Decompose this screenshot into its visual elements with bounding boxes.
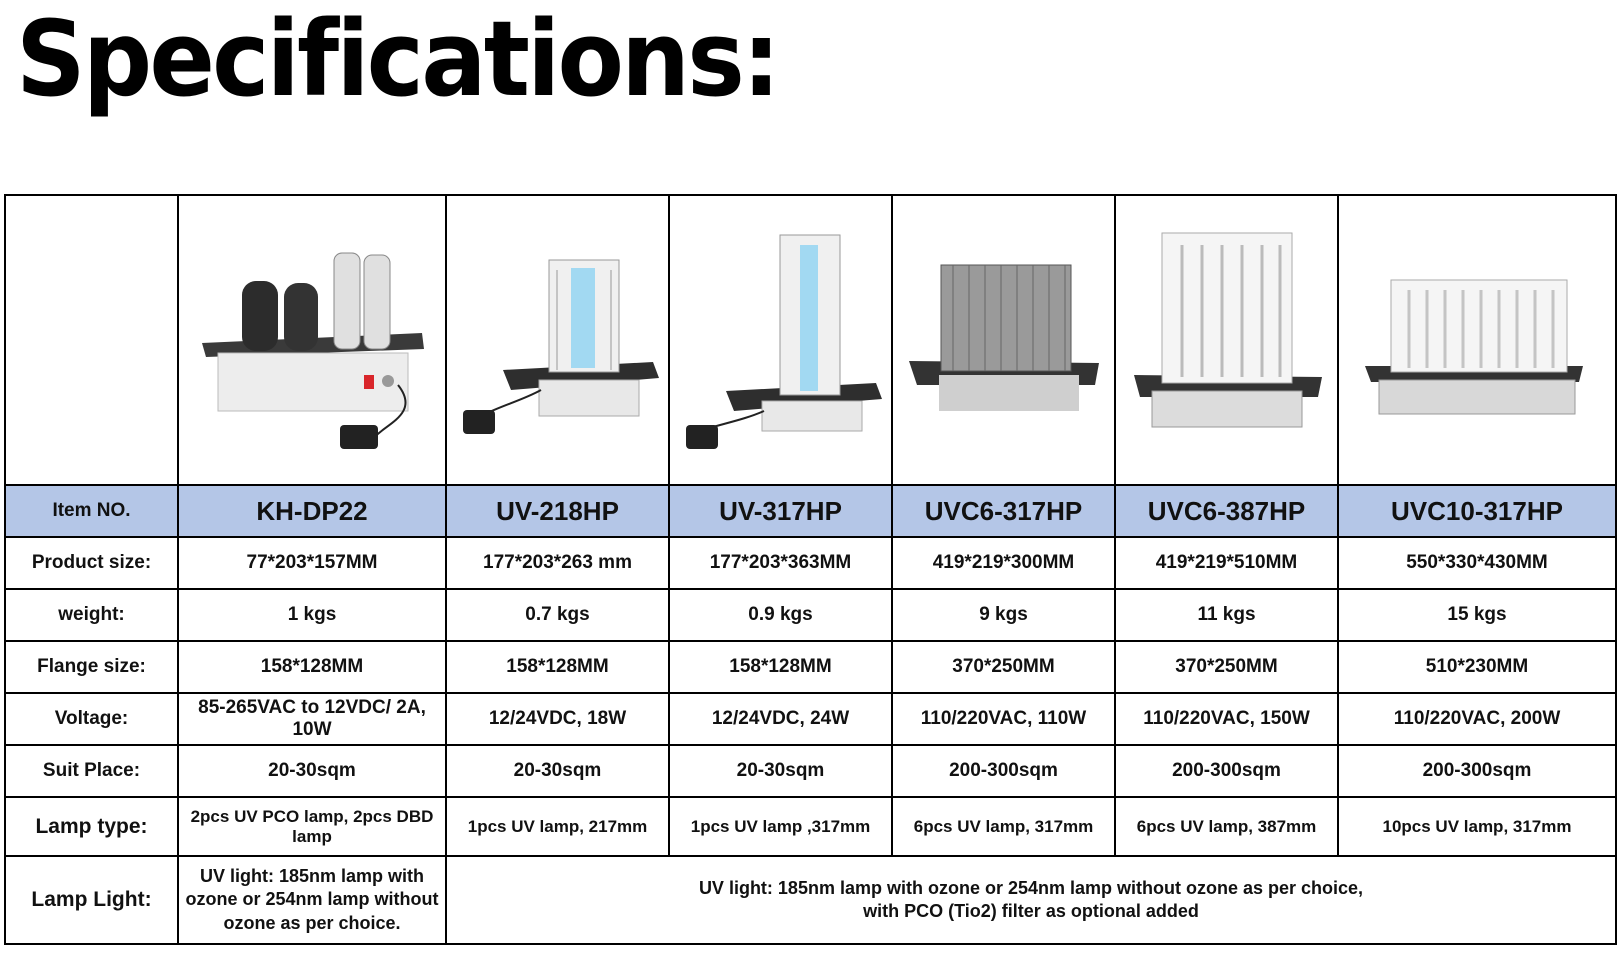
row-label-product-size: Product size: <box>5 537 178 589</box>
weight-cell: 15 kgs <box>1338 589 1616 641</box>
flange-size-cell: 158*128MM <box>178 641 446 693</box>
lamp-type-cell: 6pcs UV lamp, 317mm <box>892 797 1115 856</box>
page-title: Specifications: <box>16 0 778 120</box>
weight-cell: 9 kgs <box>892 589 1115 641</box>
voltage-cell: 12/24VDC, 18W <box>446 693 669 745</box>
suit-place-cell: 20-30sqm <box>446 745 669 797</box>
lamp-type-row <box>5 797 1616 856</box>
product-size-cell: 177*203*363MM <box>669 537 892 589</box>
empty-corner-cell <box>5 195 178 485</box>
product-image-uvc10-317hp <box>1338 195 1616 485</box>
weight-cell: 11 kgs <box>1115 589 1338 641</box>
row-label-item-no: Item NO. <box>5 485 178 537</box>
flange-size-cell: 370*250MM <box>892 641 1115 693</box>
voltage-cell: 85-265VAC to 12VDC/ 2A, 10W <box>178 693 446 745</box>
suit-place-cell: 200-300sqm <box>1115 745 1338 797</box>
lamp-light-shared-cell <box>446 856 1616 944</box>
weight-cell: 1 kgs <box>178 589 446 641</box>
flange-size-cell: 158*128MM <box>669 641 892 693</box>
flange-size-row <box>5 641 1616 693</box>
voltage-cell: 110/220VAC, 200W <box>1338 693 1616 745</box>
item-no-row <box>5 485 1616 537</box>
lamp-light-line-1: UV light: 185nm lamp with ozone or 254nm lamp without ozone as per choice, <box>698 877 1364 898</box>
lamp-light-line-2: with PCO (Tio2) filter as optional added <box>863 901 1199 921</box>
product-image-uv-218hp <box>446 195 669 485</box>
lamp-type-cell: 2pcs UV PCO lamp, 2pcs DBD lamp <box>178 797 446 856</box>
product-image-row <box>5 195 1616 485</box>
flange-size-cell: 370*250MM <box>1115 641 1338 693</box>
voltage-cell: 12/24VDC, 24W <box>669 693 892 745</box>
voltage-cell: 110/220VAC, 110W <box>892 693 1115 745</box>
model-uvc6-317hp: UVC6-317HP <box>892 485 1115 537</box>
lamp-type-cell: 1pcs UV lamp, 217mm <box>446 797 669 856</box>
product-size-cell: 419*219*510MM <box>1115 537 1338 589</box>
suit-place-row <box>5 745 1616 797</box>
product-size-cell: 419*219*300MM <box>892 537 1115 589</box>
product-size-row <box>5 537 1616 589</box>
row-label-voltage: Voltage: <box>5 693 178 745</box>
suit-place-cell: 20-30sqm <box>178 745 446 797</box>
suit-place-cell: 200-300sqm <box>892 745 1115 797</box>
weight-cell: 0.9 kgs <box>669 589 892 641</box>
product-size-cell: 77*203*157MM <box>178 537 446 589</box>
lamp-light-row <box>5 856 1616 944</box>
lamp-light-first-cell: UV light: 185nm lamp with ozone or 254nm lamp without ozone as per choice. <box>178 856 446 944</box>
weight-cell: 0.7 kgs <box>446 589 669 641</box>
lamp-type-cell: 10pcs UV lamp, 317mm <box>1338 797 1616 856</box>
row-label-suit-place: Suit Place: <box>5 745 178 797</box>
voltage-row <box>5 693 1616 745</box>
flange-size-cell: 510*230MM <box>1338 641 1616 693</box>
model-uv-218hp: UV-218HP <box>446 485 669 537</box>
row-label-weight: weight: <box>5 589 178 641</box>
specifications-table <box>4 194 1617 945</box>
row-label-lamp-type: Lamp type: <box>5 797 178 856</box>
model-uvc10-317hp: UVC10-317HP <box>1338 485 1616 537</box>
product-image-uvc6-387hp <box>1115 195 1338 485</box>
lamp-type-cell: 1pcs UV lamp ,317mm <box>669 797 892 856</box>
lamp-type-cell: 6pcs UV lamp, 387mm <box>1115 797 1338 856</box>
row-label-flange-size: Flange size: <box>5 641 178 693</box>
product-image-uv-317hp <box>669 195 892 485</box>
product-size-cell: 177*203*263 mm <box>446 537 669 589</box>
model-uv-317hp: UV-317HP <box>669 485 892 537</box>
suit-place-cell: 200-300sqm <box>1338 745 1616 797</box>
suit-place-cell: 20-30sqm <box>669 745 892 797</box>
product-size-cell: 550*330*430MM <box>1338 537 1616 589</box>
weight-row <box>5 589 1616 641</box>
product-image-uvc6-317hp <box>892 195 1115 485</box>
model-kh-dp22: KH-DP22 <box>178 485 446 537</box>
model-uvc6-387hp: UVC6-387HP <box>1115 485 1338 537</box>
product-image-kh-dp22 <box>178 195 446 485</box>
flange-size-cell: 158*128MM <box>446 641 669 693</box>
row-label-lamp-light: Lamp Light: <box>5 856 178 944</box>
voltage-cell: 110/220VAC, 150W <box>1115 693 1338 745</box>
